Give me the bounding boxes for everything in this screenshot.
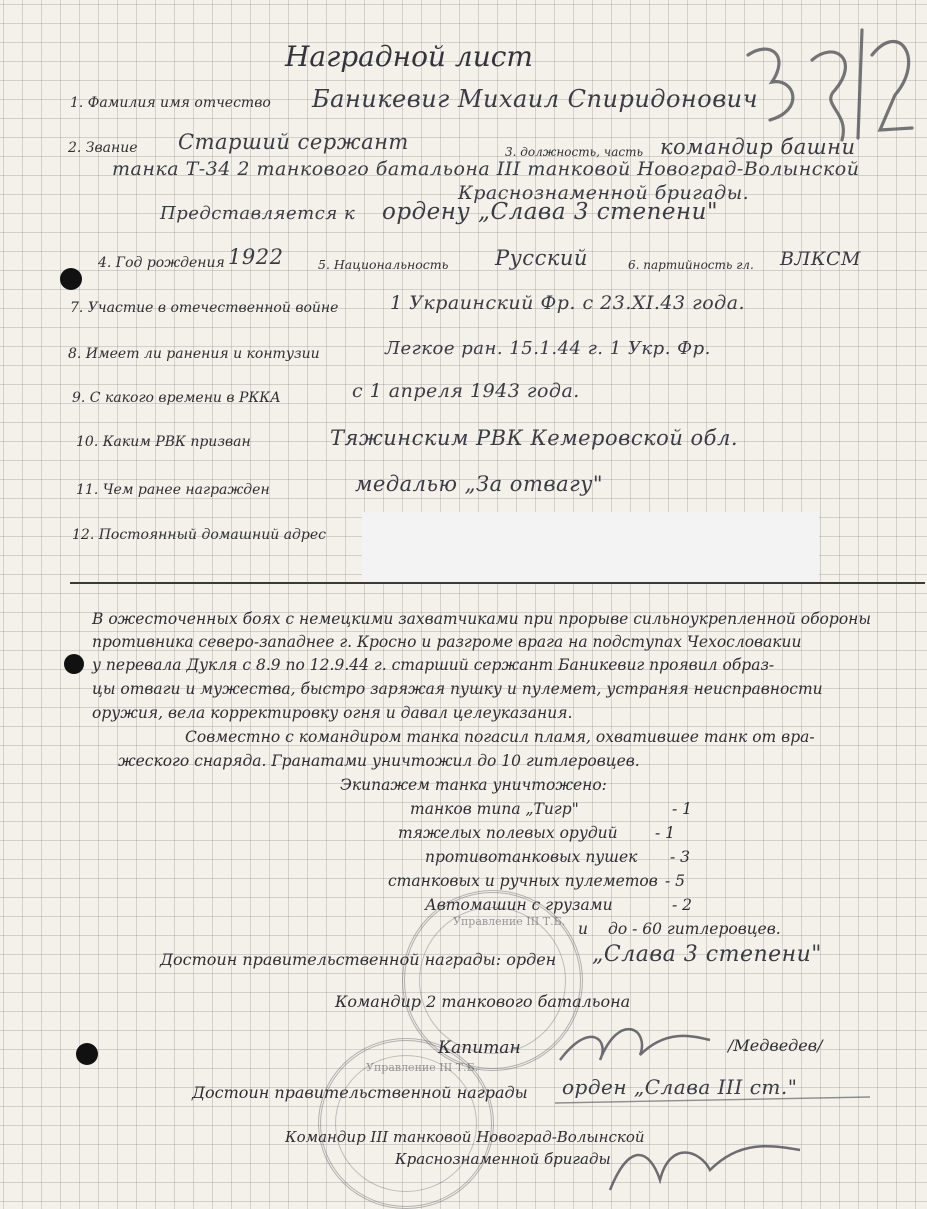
wounds-value: Легкое ран. 15.1.44 г. 1 Укр. Фр. [385, 338, 711, 359]
rank-value: Старший сержант [178, 130, 409, 154]
punch-hole-bottom [76, 1043, 98, 1065]
nationality-value: Русский [495, 246, 588, 270]
stamp-inner-ring [335, 1055, 477, 1192]
tally-item-value: - 1 [655, 824, 676, 842]
war-value: 1 Украинский Фр. с 23.XI.43 года. [390, 292, 746, 314]
narrative-line: Совместно с командиром танка погасил пламя, охватившее танк от вра- [185, 728, 815, 746]
tally-item-label: тяжелых полевых орудий [398, 824, 618, 842]
narrative-line: у перевала Дукля с 8.9 по 12.9.44 г. старший сержант Баникевиг проявил образ- [92, 656, 775, 674]
nationality-label: 5. Национальность [318, 257, 449, 272]
commander1-rank: Капитан [438, 1038, 521, 1058]
tally-item-label: Автомашин с грузами [425, 896, 613, 914]
stamp-text: Управление III Т.Б. [453, 915, 566, 928]
commander1-title: Командир 2 танкового батальона [335, 992, 631, 1011]
archive-digit-9 [812, 52, 845, 140]
archive-digit-2 [872, 41, 912, 130]
tally-item-value: - 2 [672, 896, 693, 914]
punch-hole-top [60, 268, 82, 290]
rvk-value: Тяжинским РВК Кемеровской обл. [330, 426, 739, 450]
tally-item-value: - 3 [670, 848, 691, 866]
position-value-2: танка Т-34 2 танкового батальона III танковой Новоград-Волынской [112, 158, 860, 180]
position-value-3: Краснознаменной бригады. [458, 182, 750, 204]
tally-item-value: до - 60 гитлеровцев. [608, 920, 781, 938]
narrative-line: противника северо-западнее г. Кросно и разгроме врага на подступах Чехословакии [92, 633, 802, 651]
position-value-1: командир башни [660, 135, 856, 159]
nominated-value: ордену „Слава 3 степени" [382, 199, 719, 225]
previous-label: 11. Чем ранее награжден [76, 482, 270, 498]
party-label: 6. партийность гл. [628, 258, 754, 272]
rank-label: 2. Звание [68, 140, 138, 156]
punch-hole-middle [64, 654, 84, 674]
narrative-line: жеского снаряда. Гранатами уничтожил до 10 гитлеровцев. [118, 752, 640, 770]
conclusion-line-1-label: Достоин правительственной награды: орден [160, 950, 557, 969]
commander1-name: /Медведев/ [728, 1036, 823, 1055]
birth-label: 4. Год рождения [98, 255, 225, 271]
tally-item-label: противотанковых пушек [425, 848, 638, 866]
name-label: 1. Фамилия имя отчество [70, 95, 271, 111]
birth-value: 1922 [228, 245, 284, 269]
conclusion-line-1-value: „Слава 3 степени" [592, 942, 822, 967]
stamp-text: Управление III Т.Б. [366, 1061, 479, 1074]
tally-item-value: - 5 [665, 872, 686, 890]
commander2-title-1: Командир III танковой Новоград-Волынской [285, 1128, 645, 1146]
narrative-line: В ожесточенных боях с немецкими захватчиками при прорыве сильноукрепленной обороны [92, 610, 871, 628]
address-label: 12. Постоянный домашний адрес [72, 527, 327, 543]
since-label: 9. С какого времени в РККА [72, 390, 281, 406]
section-divider [70, 582, 925, 584]
commander2-title-2: Краснознаменной бригады [395, 1150, 611, 1168]
stamp-inner-ring [419, 907, 566, 1054]
narrative-line: оружия, вела корректировку огня и давал целеуказания. [92, 704, 573, 722]
narrative-line: цы отваги и мужества, быстро заряжая пушку и пулемет, устраняя неисправности [92, 680, 823, 698]
tally-heading: Экипажем танка уничтожено: [340, 776, 607, 794]
name-value: Баникевиг Михаил Спиридонович [312, 85, 759, 113]
official-stamp-2 [318, 1038, 494, 1209]
position-label: 3. должность, часть [505, 145, 644, 159]
tally-item-label: и [578, 920, 588, 938]
tally-item-value: - 1 [672, 800, 693, 818]
wounds-label: 8. Имеет ли ранения и контузии [68, 346, 320, 362]
address-redaction [362, 512, 819, 582]
war-label: 7. Участие в отечественной войне [70, 300, 339, 316]
commander1-signature [560, 1029, 710, 1060]
tally-item-label: станковых и ручных пулеметов [388, 872, 658, 890]
commander2-signature [610, 1146, 800, 1190]
tally-item-label: танков типа „Тигр" [410, 800, 579, 818]
rvk-label: 10. Каким РВК призван [76, 434, 251, 450]
nominated-label: Представляется к [160, 203, 356, 224]
conclusion-line-2-value: орден „Слава III ст." [562, 1075, 798, 1099]
since-value: с 1 апреля 1943 года. [352, 380, 580, 402]
previous-value: медалью „За отвагу" [355, 472, 604, 496]
conclusion-line-2-label: Достоин правительственной награды [192, 1083, 528, 1102]
party-value: ВЛКСМ [780, 248, 862, 270]
document-title: Наградной лист [285, 40, 533, 73]
archive-digit-1 [858, 30, 862, 138]
